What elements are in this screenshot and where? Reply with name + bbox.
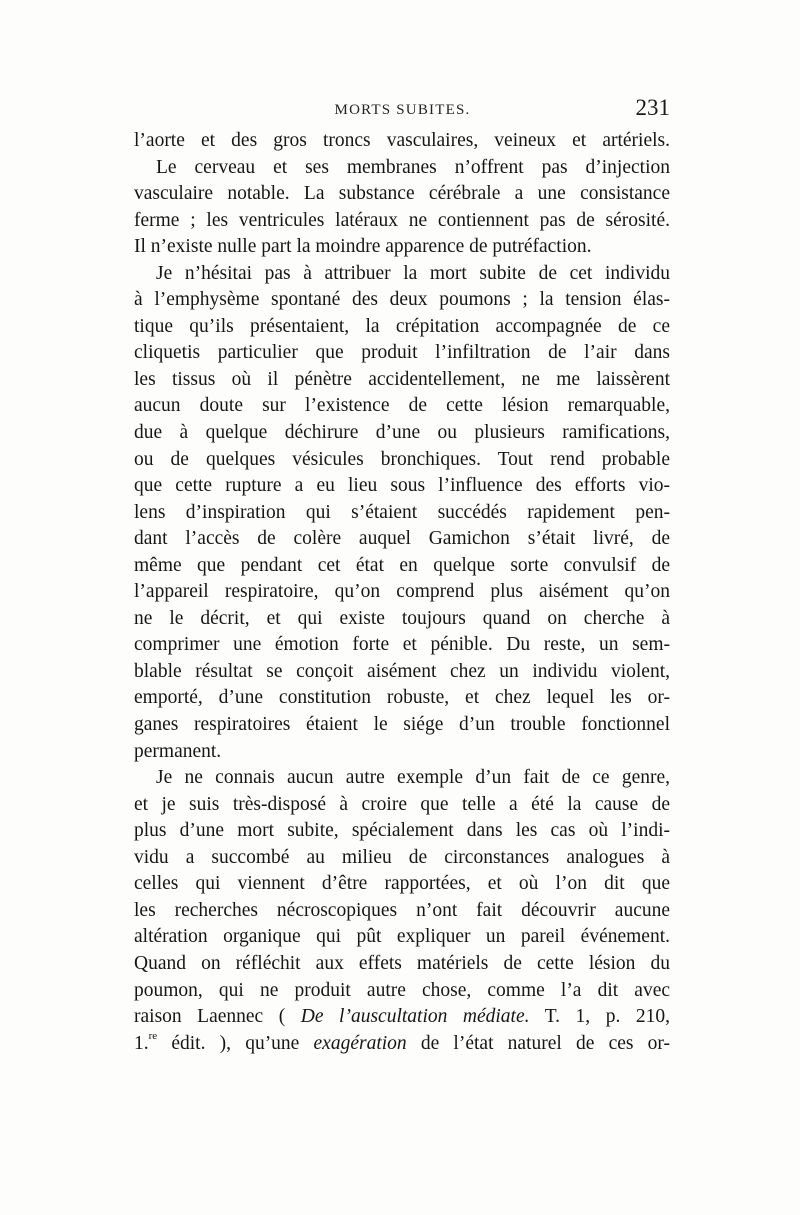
page-header: [135, 95, 670, 122]
text-line: Le cerveau et ses membranes n’offrent pas d’injection: [156, 156, 670, 178]
emphasis-word: exagération: [313, 1032, 407, 1054]
text-line: blable résultat se conçoit aisément chez un individu violent,: [134, 660, 670, 682]
body-text: [134, 128, 670, 1057]
text-line: permanent.: [134, 740, 222, 762]
text-line: aucun doute sur l’existence de cette lésion remarquable,: [134, 395, 670, 417]
final-middle: édit. ), qu’une: [157, 1032, 314, 1054]
text-line: les recherches nécroscopiques n’ont fait découvrir aucune: [134, 899, 670, 921]
text-line: comprimer une émotion forte et pénible. Du reste, un sem-: [134, 634, 670, 656]
text-line: Je n’hésitai pas à attribuer la mort subite de cet individu: [156, 262, 670, 284]
text-line: l’appareil respiratoire, qu’on comprend plus aisément qu’on: [134, 581, 670, 603]
text-line: dant l’accès de colère auquel Gamichon s’était livré, de: [134, 528, 670, 550]
text-line-citation: [134, 1004, 670, 1031]
text-line: les tissus où il pénètre accidentellement, ne me laissèrent: [134, 368, 670, 390]
text-line: ou de quelques vésicules bronchiques. Tout rend probable: [134, 448, 670, 470]
text-line: poumon, qui ne produit autre chose, comme l’a dit avec: [134, 979, 670, 1001]
edition-number: 1.: [134, 1032, 149, 1054]
text-line: même que pendant cet état en quelque sorte convulsif de: [134, 554, 670, 576]
running-title: MORTS SUBITES.: [334, 102, 471, 118]
text-line-final: [134, 1031, 670, 1058]
text-line: à l’emphysème spontané des deux poumons ; la tension élas-: [134, 289, 670, 311]
text-line: vidu a succombé au milieu de circonstances analogues à: [134, 846, 670, 868]
text-line: Quand on réfléchit aux effets matériels de cette lésion du: [134, 952, 670, 974]
page-number: 231: [635, 95, 670, 120]
text-line: due à quelque déchirure d’une ou plusieurs ramifications,: [134, 422, 670, 444]
text-line: plus d’une mort subite, spécialement dans les cas où l’indi-: [134, 820, 670, 842]
text-line: emporté, d’une constitution robuste, et chez lequel les or-: [134, 687, 670, 709]
citation-after: T. 1, p. 210,: [529, 1006, 670, 1028]
text-line: celles qui viennent d’être rapportées, et où l’on dit que: [134, 873, 670, 895]
text-line: que cette rupture a eu lieu sous l’influence des efforts vio-: [134, 475, 670, 497]
citation-before: raison Laennec (: [134, 1006, 301, 1028]
text-line: ne le décrit, et qui existe toujours quand on cherche à: [134, 607, 670, 629]
text-line: et je suis très-disposé à croire que telle a été la cause de: [134, 793, 670, 815]
text-line: altération organique qui pût expliquer un pareil événement.: [134, 926, 670, 948]
text-line: ganes respiratoires étaient le siége d’un trouble fonctionnel: [134, 714, 670, 736]
text-line: Je ne connais aucun autre exemple d’un fait de ce genre,: [156, 767, 670, 789]
text-line: l’aorte et des gros troncs vasculaires, veineux et artériels.: [134, 130, 670, 151]
text-line: cliquetis particulier que produit l’infiltration de l’air dans: [134, 342, 670, 364]
text-line: tique qu’ils présentaient, la crépitation accompagnée de ce: [134, 315, 670, 337]
final-after: de l’état naturel de ces or-: [406, 1032, 670, 1054]
citation-title: De l’auscultation médiate.: [300, 1006, 530, 1028]
text-line: Il n’existe nulle part la moindre apparence de putréfaction.: [134, 236, 592, 258]
edition-superscript: re: [148, 1030, 158, 1043]
text-line: ferme ; les ventricules latéraux ne contiennent pas de sérosité.: [134, 209, 670, 231]
text-line: vasculaire notable. La substance cérébrale a une consistance: [134, 183, 670, 205]
text-line: lens d’inspiration qui s’étaient succédés rapidement pen-: [134, 501, 670, 523]
